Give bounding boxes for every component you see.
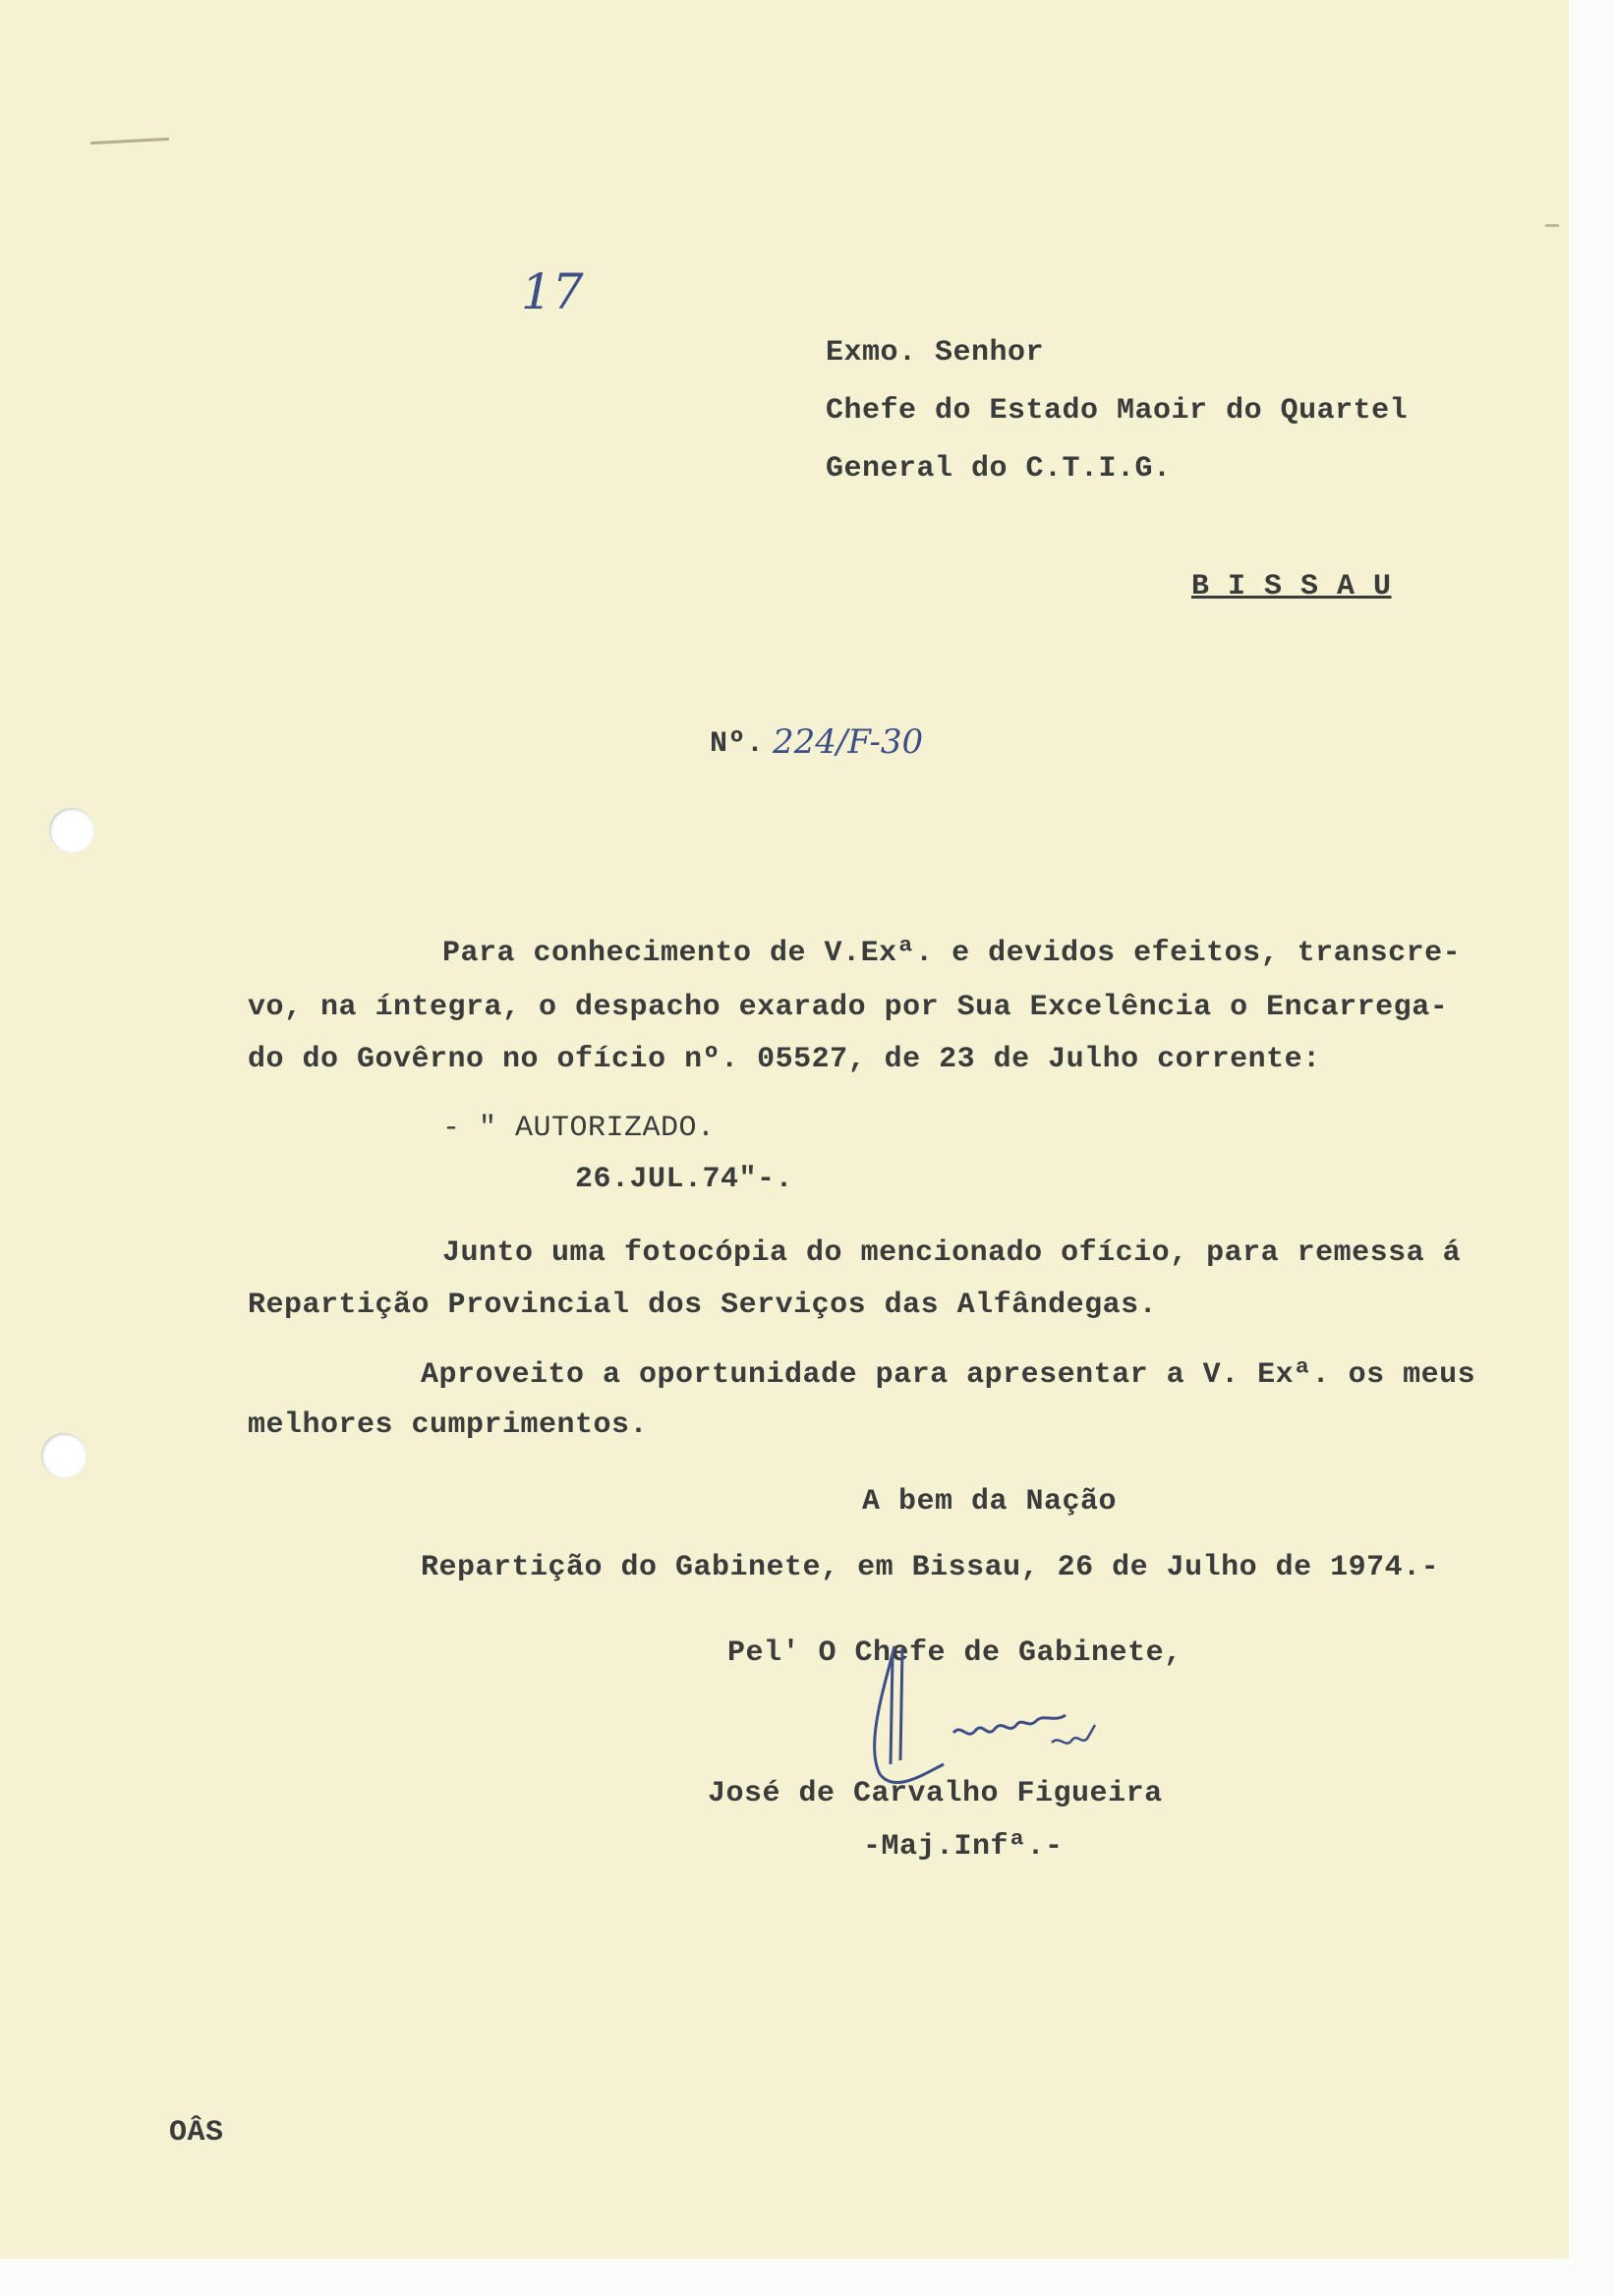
punch-hole-top (49, 808, 94, 853)
paper-mark-edge (1545, 224, 1559, 227)
signatory-name: José de Carvalho Figueira (708, 1777, 1163, 1810)
signature-stroke-vertical-2 (900, 1648, 902, 1760)
scan-margin-right (1569, 0, 1615, 2296)
signatory-title: Pel' O Chefe de Gabinete, (727, 1636, 1182, 1670)
handwritten-page-number: 17 (521, 263, 584, 320)
body-p2-line-1: Junto uma fotocópia do mencionado ofício, para remessa á (442, 1236, 1462, 1270)
quote-line-2: 26.JUL.74"-. (575, 1163, 794, 1196)
signature-stroke-loop (875, 1646, 944, 1783)
body-p1-line-3: do do Govêrno no ofício nº. 05527, de 23 de Julho corrente: (248, 1043, 1321, 1076)
scan-margin-bottom (0, 2259, 1615, 2296)
signatory-rank: -Maj.Infª.- (863, 1830, 1064, 1864)
recipient-line-1: Exmo. Senhor (826, 336, 1045, 370)
reference-initials: OÂS (169, 2116, 224, 2150)
body-p2-line-2: Repartição Provincial dos Serviços das Alfândegas. (248, 1289, 1158, 1322)
signature-stroke-vertical-1 (891, 1656, 893, 1764)
signature-stroke-tail (1052, 1725, 1095, 1744)
body-p1-line-2: vo, na íntegra, o despacho exarado por Sua Excelência o Encarrega- (248, 991, 1449, 1024)
body-p1-line-1: Para conhecimento de V.Exª. e devidos efeitos, transcre- (442, 937, 1462, 970)
signature-stroke-script (953, 1715, 1066, 1734)
body-p3-line-2: melhores cumprimentos. (248, 1408, 649, 1442)
closing-place-date: Repartição do Gabinete, em Bissau, 26 de Julho de 1974.- (421, 1551, 1440, 1584)
punch-hole-bottom (41, 1433, 87, 1478)
recipient-line-3: General do C.T.I.G. (826, 452, 1172, 486)
reference-number-handwritten: 224/F-30 (773, 722, 924, 762)
quote-line-1: - " AUTORIZADO. (442, 1112, 716, 1145)
closing-salutation: A bem da Nação (862, 1485, 1118, 1519)
recipient-line-2: Chefe do Estado Maoir do Quartel (826, 394, 1409, 428)
reference-label: Nº. (710, 727, 765, 761)
recipient-city: B I S S A U (1191, 570, 1392, 603)
body-p3-line-1: Aproveito a oportunidade para apresentar a V. Exª. os meus (421, 1358, 1476, 1392)
